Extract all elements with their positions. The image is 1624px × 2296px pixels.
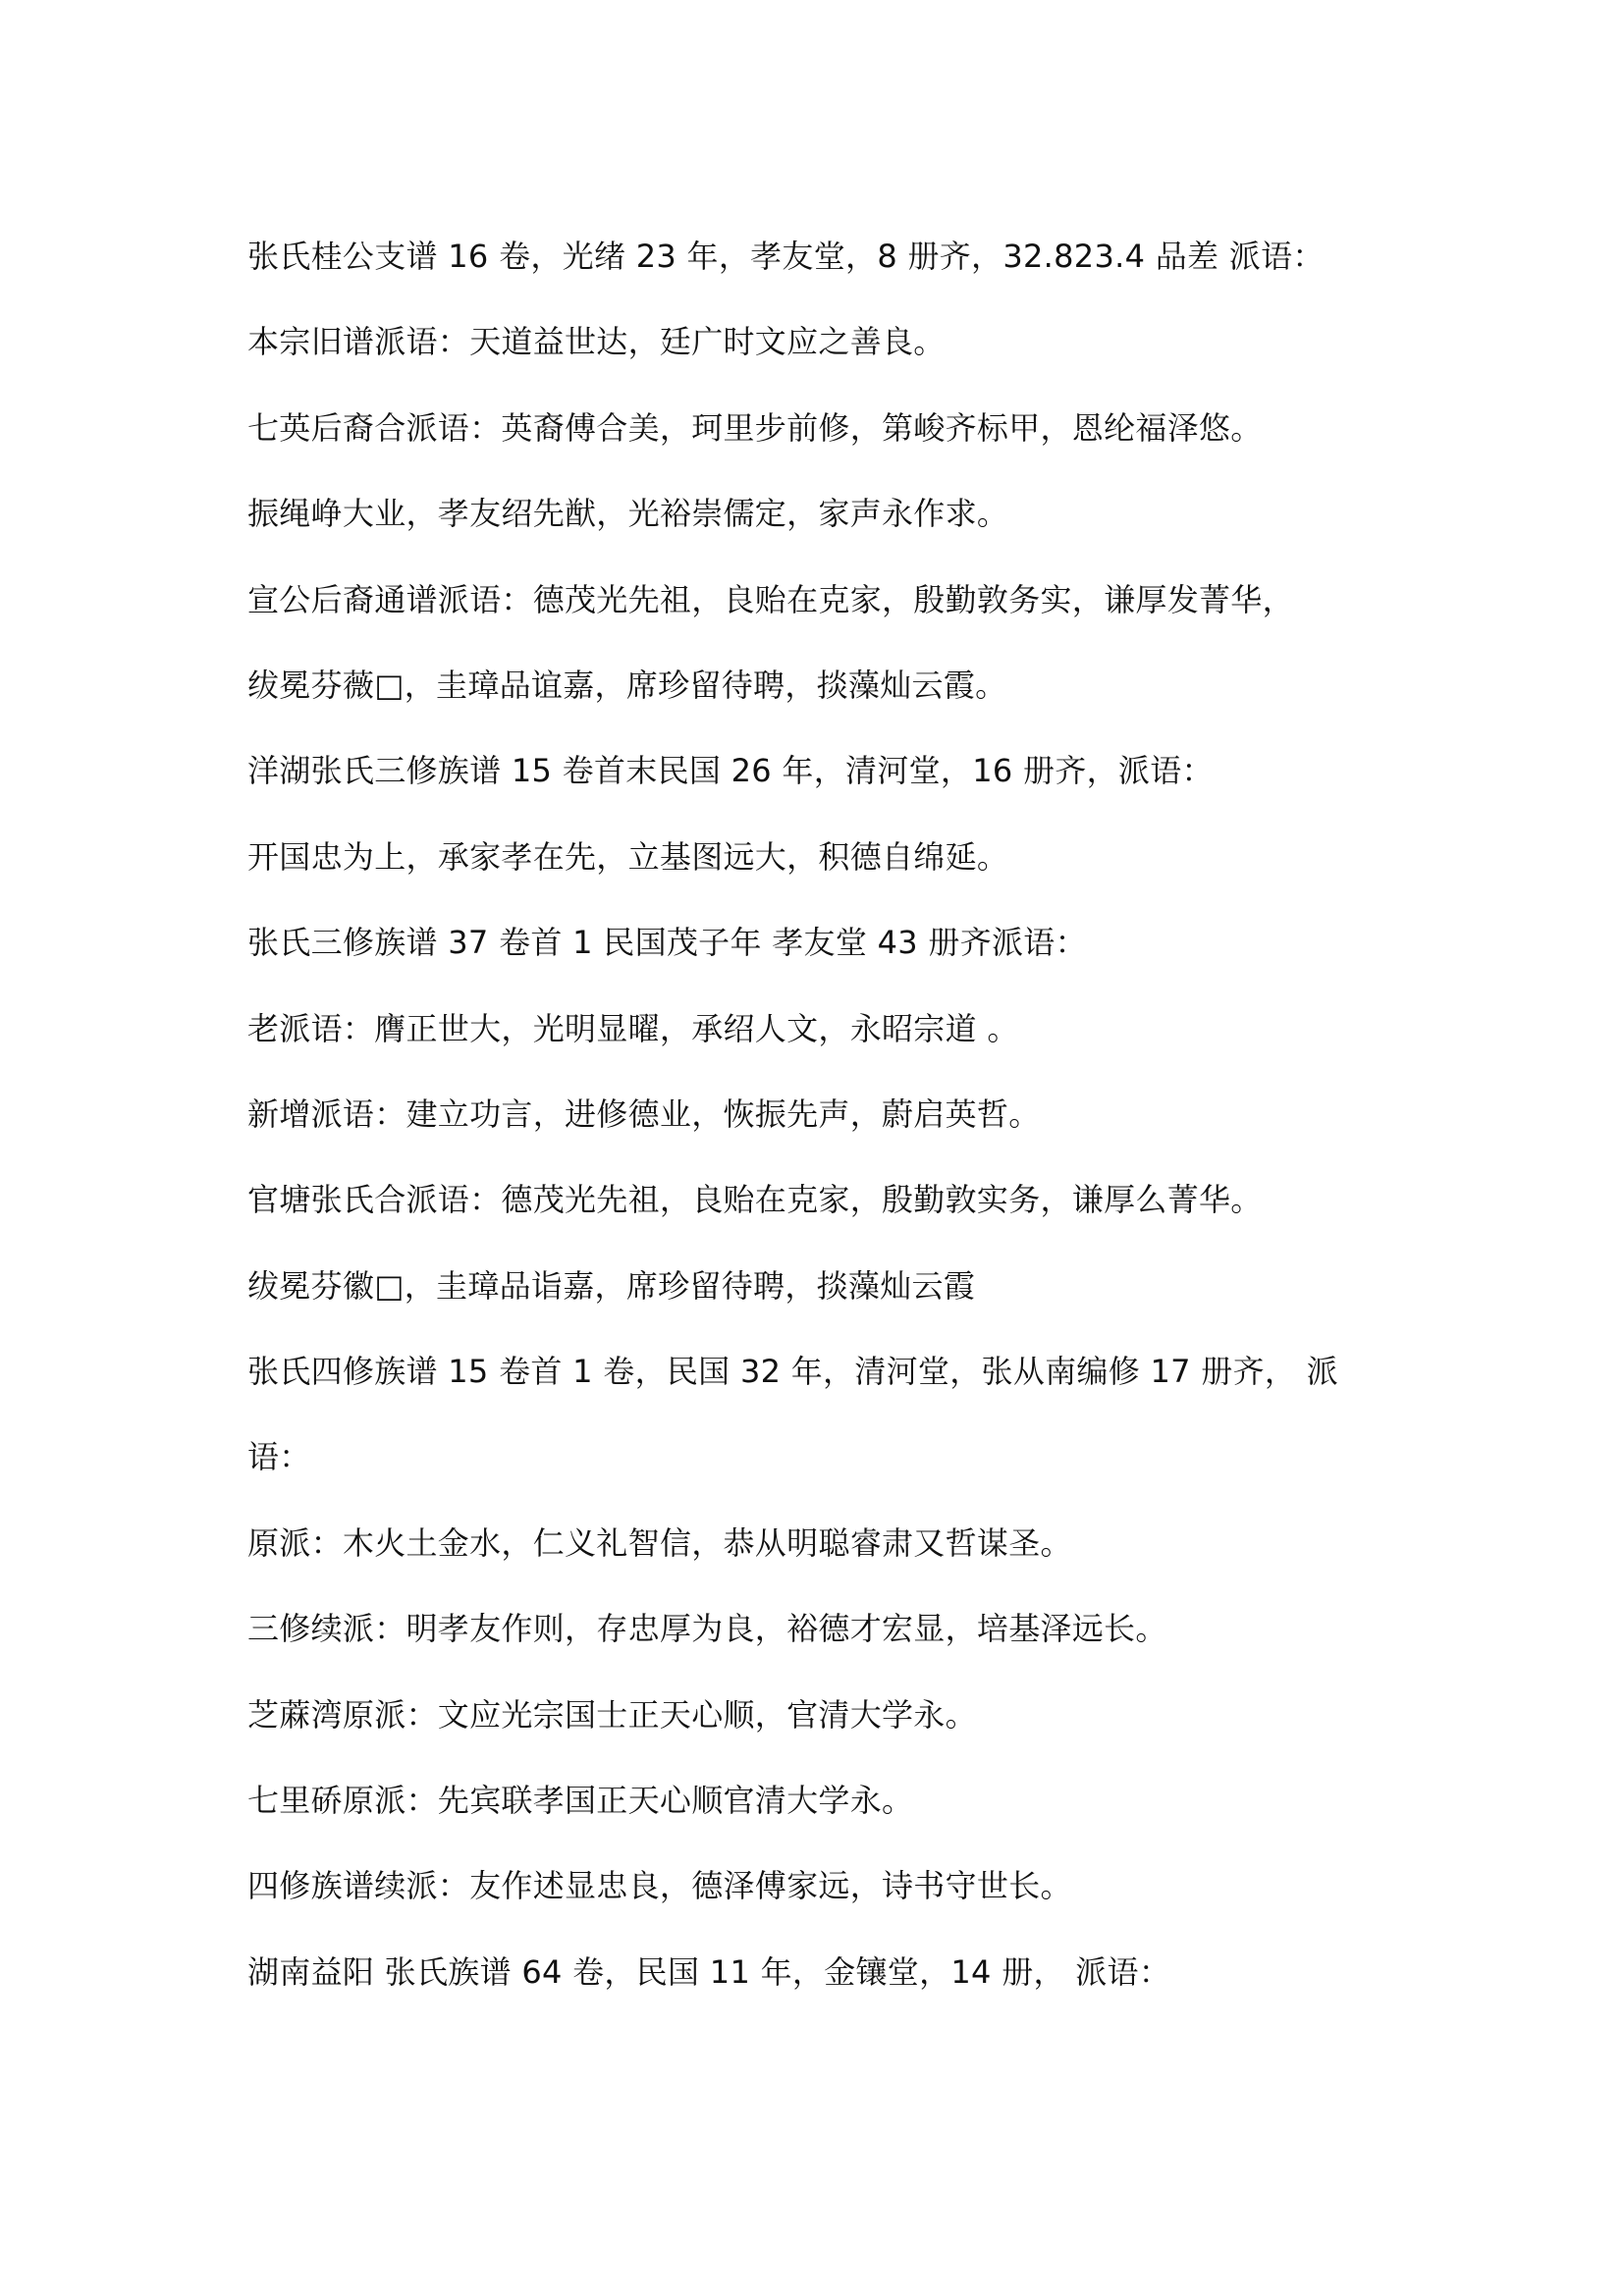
text-line: 老派语：膺正世大，光明显曜，承绍人文，永昭宗道 。 [247, 1009, 1019, 1047]
text-line: 芝蔴湾原派：文应光宗国士正天心顺，官清大学永。 [247, 1695, 977, 1734]
text-line: 宣公后裔通谱派语：德茂光先祖，良贻在克家，殷勤敦务实，谦厚发菁华， [247, 580, 1294, 618]
text-line: 四修族谱续派：友作述显忠良，德泽傅家远，诗书守世长。 [247, 1867, 1072, 1905]
text-line: 原派：木火土金水，仁义礼智信，恭从明聪睿肃又哲谋圣。 [247, 1523, 1072, 1562]
text-line: 七里硚原派：先宾联孝国正天心顺官清大学永。 [247, 1782, 914, 1820]
text-line: 新增派语：建立功言，进修德业，恢振先声，蔚启英哲。 [247, 1095, 1041, 1133]
text-line: 开国忠为上，承家孝在先，立基图远大，积德自绵延。 [247, 837, 1009, 876]
text-line: 洋湖张氏三修族谱 15 卷首末民国 26 年，清河堂，16 册齐，派语： [247, 752, 1214, 790]
text-line: 张氏桂公支谱 16 卷，光绪 23 年，孝友堂，8 册齐，32.823.4 品差 派语： [247, 238, 1325, 275]
document-body [247, 214, 1396, 2015]
text-line: 张氏四修族谱 15 卷首 1 卷，民国 32 年，清河堂，张从南编修 17 册齐， 派 [247, 1353, 1338, 1391]
text-line: 官塘张氏合派语：德茂光先祖，良贻在克家，殷勤敦实务，谦厚么菁华。 [247, 1181, 1263, 1219]
text-line: 七英后裔合派语：英裔傅合美，珂里步前修，第峻齐标甲，恩纶福泽悠。 [247, 408, 1263, 447]
text-line: 语： [247, 1438, 311, 1476]
text-line: 本宗旧谱派语：天道益世达，廷广时文应之善良。 [247, 323, 946, 361]
text-line: 振绳峥大业，孝友绍先猷，光裕崇儒定，家声永作求。 [247, 495, 1009, 533]
text-line: 湖南益阳 张氏族谱 64 卷，民国 11 年，金镶堂，14 册， 派语： [247, 1952, 1171, 1991]
text-line: 三修续派：明孝友作则，存忠厚为良，裕德才宏显，培基泽远长。 [247, 1610, 1167, 1648]
text-line: 绂冕芬徽□，圭璋品诣嘉，席珍留待聘，掞藻灿云霞 [247, 1266, 976, 1305]
text-line: 绂冕芬薇□，圭璋品谊嘉，席珍留待聘，掞藻灿云霞。 [247, 666, 1007, 704]
text-line: 张氏三修族谱 37 卷首 1 民国茂子年 孝友堂 43 册齐派语： [247, 924, 1087, 962]
